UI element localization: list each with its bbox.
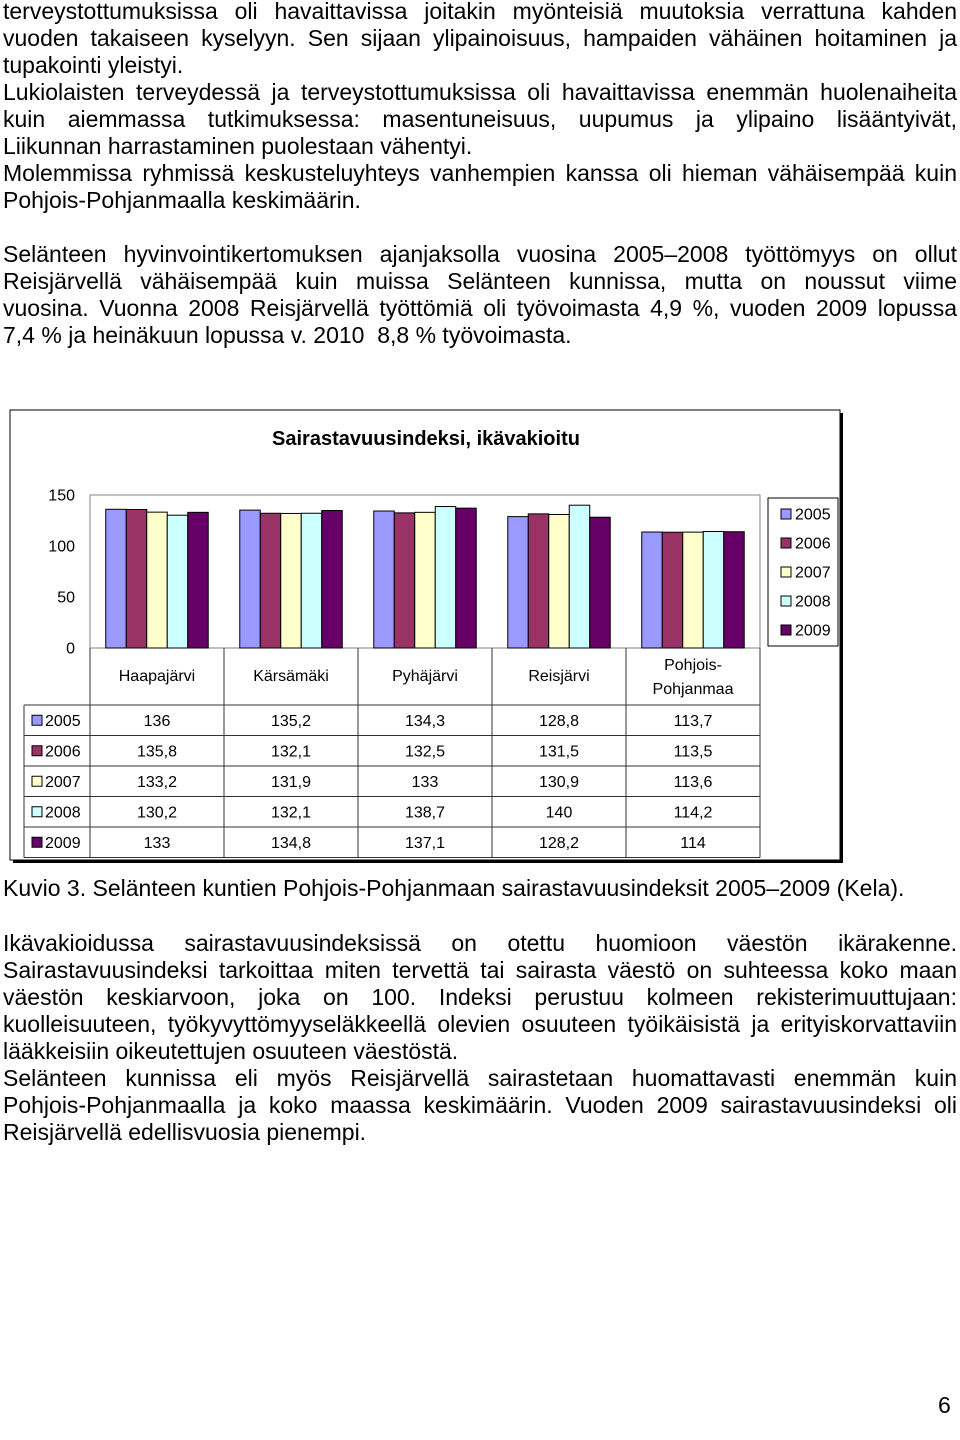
bar-2005 [240, 510, 261, 648]
table-cell: 133,2 [136, 773, 178, 791]
table-legend-key [32, 837, 42, 847]
table-cell: 136 [143, 712, 171, 730]
table-cell: 134,8 [270, 834, 312, 852]
table-cell: 128,8 [538, 712, 580, 730]
bar-2005 [508, 517, 529, 648]
table-cell: 131,5 [538, 743, 580, 761]
category-label: Haapajärvi [118, 668, 196, 685]
table-cell: 140 [545, 804, 573, 822]
table-cell: 137,1 [404, 834, 446, 852]
bar-2007 [281, 513, 302, 648]
table-legend-key [32, 746, 42, 756]
bar-chart [0, 400, 960, 870]
legend-key [781, 509, 791, 519]
bar-2005 [374, 511, 395, 648]
table-cell: 133 [411, 773, 439, 791]
bar-2006 [394, 513, 415, 648]
bar-2009 [322, 511, 343, 648]
table-cell: 114,2 [673, 804, 713, 822]
body-text-line: vuoden takaiseen kyselyyn. Sen sijaan ylipainoisuus, hampaiden vähäinen hoitaminen ja [3, 25, 957, 51]
bar-2008 [703, 532, 724, 648]
table-cell: 130,2 [136, 804, 178, 822]
table-cell: 128,2 [538, 834, 580, 852]
bar-2007 [415, 512, 436, 648]
table-legend-key [32, 807, 42, 817]
table-row-header: 2006 [45, 743, 81, 761]
table-legend-key [32, 715, 42, 725]
legend-label: 2006 [795, 535, 831, 553]
table-cell: 135,2 [270, 712, 312, 730]
body-text-line: väestön keskiarvoon, joka on 100. Indeksi perustuu kolmeen rekisterimuuttujaan: [3, 984, 957, 1010]
bar-2009 [456, 508, 477, 648]
table-cell: 132,5 [404, 743, 446, 761]
table-row-header: 2007 [45, 773, 81, 791]
table-row-header: 2009 [45, 834, 81, 852]
body-text-line: vuosina. Vuonna 2008 Reisjärvellä työttömiä oli työvoimasta 4,9 %, vuoden 2009 lopussa [3, 295, 957, 321]
body-text-line: Lukiolaisten terveydessä ja terveystottumuksissa oli havaittavissa enemmän huolenaiheita [3, 79, 957, 105]
bar-2008 [167, 515, 188, 648]
table-cell: 113,6 [673, 773, 713, 791]
table-cell: 132,1 [270, 804, 312, 822]
body-text-line: kuin aiemmassa tutkimuksessa: masentuneisuus, uupumus ja ylipaino lisääntyivät, [3, 106, 957, 132]
body-text-line: kuolleisuuteen, työkyvyttömyyseläkkeellä olevien osuuteen työikäisistä ja erityiskorvattaviin [3, 1011, 957, 1037]
figure-caption: Kuvio 3. Selänteen kuntien Pohjois-Pohjanmaan sairastavuusindeksit 2005–2009 (Kela). [3, 875, 905, 901]
table-cell: 131,9 [270, 773, 312, 791]
chart-title: Sairastavuusindeksi, ikävakioitu [272, 428, 580, 450]
table-legend-key [32, 776, 42, 786]
body-text-line: Sairastavuusindeksi tarkoittaa miten tervettä tai sairasta väestö on suhteessa koko maan [3, 957, 957, 983]
page-number: 6 [938, 1392, 951, 1418]
table-cell: 133 [143, 834, 171, 852]
table-cell: 113,7 [673, 712, 713, 730]
table-cell: 138,7 [404, 804, 446, 822]
legend-label: 2007 [795, 564, 831, 582]
table-cell: 134,3 [404, 712, 446, 730]
bar-2006 [662, 532, 683, 648]
bar-2006 [126, 509, 147, 648]
y-tick-label: 50 [57, 589, 75, 607]
table-cell: 135,8 [136, 743, 178, 761]
y-tick-label: 150 [48, 487, 75, 505]
table-cell: 113,5 [673, 743, 713, 761]
table-row-header: 2008 [45, 804, 81, 822]
body-text-line: Selänteen kunnissa eli myös Reisjärvellä sairastetaan huomattavasti enemmän kuin [3, 1065, 957, 1091]
category-label: Pohjois-Pohjanmaa [652, 657, 734, 698]
legend-key [781, 567, 791, 577]
body-text-line: Reisjärvellä vähäisempää kuin muissa Selänteen kunnissa, mutta on noussut viime [3, 268, 957, 294]
y-tick-label: 100 [48, 538, 75, 556]
legend-key [781, 625, 791, 635]
bar-2006 [260, 513, 281, 648]
bar-2009 [188, 512, 209, 648]
legend-label: 2005 [795, 506, 831, 524]
body-text-line: Reisjärvellä edellisvuosia pienempi. [3, 1119, 367, 1145]
table-cell: 114 [680, 834, 706, 852]
y-tick-label: 0 [66, 640, 75, 658]
legend-key [781, 596, 791, 606]
body-text-line: Selänteen hyvinvointikertomuksen ajanjaksolla vuosina 2005–2008 työttömyys on ollut [3, 241, 957, 267]
body-text-line: Molemmissa ryhmissä keskusteluyhteys vanhempien kanssa oli hieman vähäisempää kuin [3, 160, 957, 186]
category-label: Pyhäjärvi [392, 668, 458, 685]
legend-key [781, 538, 791, 548]
bar-2008 [435, 507, 456, 648]
body-text-line: Pohjois-Pohjanmaalla ja koko maassa keskimäärin. Vuoden 2009 sairastavuusindeksi oli [3, 1092, 957, 1118]
bar-2007 [147, 512, 168, 648]
bar-2006 [528, 514, 549, 648]
bar-2009 [724, 532, 745, 648]
bar-2007 [549, 514, 570, 648]
body-text-line: tupakointi yleistyi. [3, 52, 184, 78]
body-text-line: Pohjois-Pohjanmaalla keskimäärin. [3, 187, 361, 213]
bar-2008 [569, 505, 590, 648]
table-cell: 132,1 [270, 743, 312, 761]
category-label: Reisjärvi [528, 668, 590, 685]
category-label: Kärsämäki [253, 668, 329, 685]
body-text-line: Ikävakioidussa sairastavuusindeksissä on otettu huomioon väestön ikärakenne. [3, 930, 957, 956]
table-cell: 130,9 [538, 773, 580, 791]
bar-2005 [106, 509, 127, 648]
table-row-header: 2005 [45, 712, 81, 730]
bar-2008 [301, 513, 322, 648]
bar-2005 [642, 532, 663, 648]
bar-2007 [683, 532, 704, 648]
body-text-line: lääkkeisiin oikeutettujen osuuteen väestöstä. [3, 1038, 459, 1064]
body-text-line: Liikunnan harrastaminen puolestaan vähentyi. [3, 133, 473, 159]
legend-label: 2009 [795, 622, 831, 640]
body-text-line: 7,4 % ja heinäkuun lopussa v. 2010 8,8 % työvoimasta. [3, 322, 572, 348]
legend-label: 2008 [795, 593, 831, 611]
body-text-line: terveystottumuksissa oli havaittavissa joitakin myönteisiä muutoksia verrattuna kahden [3, 0, 957, 24]
bar-2009 [590, 517, 611, 648]
